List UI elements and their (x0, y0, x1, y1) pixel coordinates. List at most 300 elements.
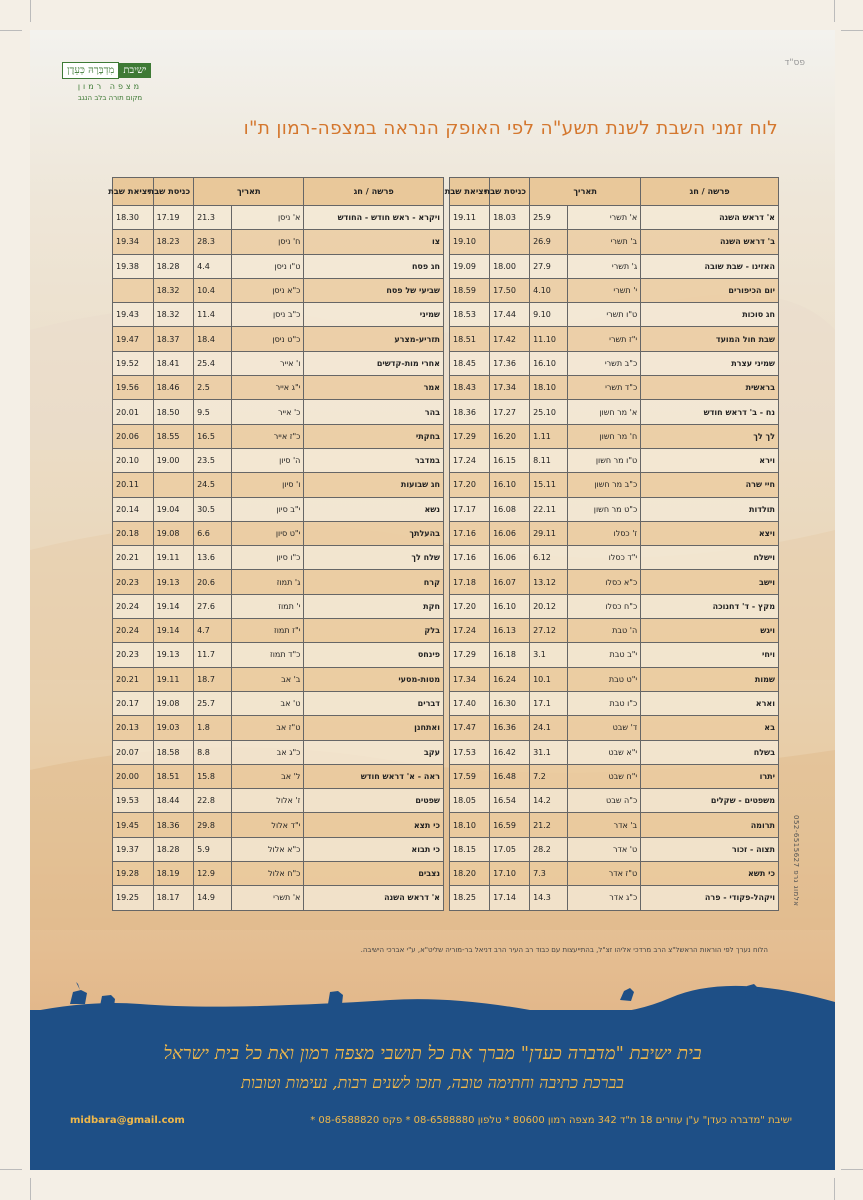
cell-exit-time: 20.14 (113, 497, 154, 521)
cell-hebrew-date: י"ט טבת (567, 667, 640, 691)
cell-entry-time: 16.20 (490, 424, 530, 448)
cell-exit-time: 20.23 (113, 570, 154, 594)
cell-hebrew-date: כ"ג אב (232, 740, 304, 764)
table-row (113, 716, 444, 740)
cell-parasha: ויצא (641, 521, 779, 545)
cell-entry-time: 18.32 (153, 278, 194, 302)
cell-exit-time: 20.13 (113, 716, 154, 740)
cell-greg-date: 22.11 (530, 497, 568, 521)
logo-tagline: מקום תורה בלב הנגב (77, 94, 143, 102)
cell-entry-time: 16.24 (490, 667, 530, 691)
cell-parasha: ויקרא - ראש חודש - החודש (304, 206, 444, 230)
cell-hebrew-date: ט"ו מר חשון (567, 448, 640, 472)
cell-exit-time: 20.23 (113, 643, 154, 667)
cell-hebrew-date: י' תשרי (567, 278, 640, 302)
cell-entry-time: 16.07 (490, 570, 530, 594)
cell-parasha: בחקתי (304, 424, 444, 448)
cell-hebrew-date: כ"א אלול (232, 837, 304, 861)
cell-hebrew-date: י' תמוז (232, 594, 304, 618)
cell-greg-date: 13.6 (194, 546, 232, 570)
table-row (450, 643, 779, 667)
crop-mark (30, 1178, 31, 1200)
cell-exit-time: 17.20 (450, 473, 490, 497)
cell-parasha: דברים (304, 691, 444, 715)
cell-greg-date: 14.3 (530, 886, 568, 910)
cell-exit-time: 17.17 (450, 497, 490, 521)
cell-hebrew-date: י"ט סיון (232, 521, 304, 545)
table-row (113, 619, 444, 643)
cell-entry-time: 18.55 (153, 424, 194, 448)
cell-exit-time: 17.34 (450, 667, 490, 691)
crop-mark (0, 30, 22, 31)
table-row (113, 594, 444, 618)
cell-entry-time: 18.46 (153, 376, 194, 400)
cell-entry-time: 16.06 (490, 521, 530, 545)
cell-greg-date: 25.7 (194, 691, 232, 715)
cell-greg-date: 27.12 (530, 619, 568, 643)
logo-location: מצפה רמון (77, 82, 143, 91)
cell-parasha: כי תצא (304, 813, 444, 837)
table-row (450, 254, 779, 278)
cell-greg-date: 31.1 (530, 740, 568, 764)
cell-hebrew-date: ט"ז אב (232, 716, 304, 740)
cell-exit-time: 18.25 (450, 886, 490, 910)
cell-hebrew-date: י"ד כסלו (567, 546, 640, 570)
cell-entry-time: 19.13 (153, 570, 194, 594)
table-row (450, 424, 779, 448)
table-row (450, 740, 779, 764)
cell-entry-time: 18.36 (153, 813, 194, 837)
table-row (113, 813, 444, 837)
cell-entry-time: 18.19 (153, 862, 194, 886)
cell-hebrew-date: ו' אייר (232, 351, 304, 375)
cell-entry-time: 19.03 (153, 716, 194, 740)
cell-hebrew-date: ט"ו תשרי (567, 303, 640, 327)
cell-parasha: חיי שרה (641, 473, 779, 497)
table-row (450, 278, 779, 302)
table-row (450, 716, 779, 740)
cell-parasha: בלק (304, 619, 444, 643)
cell-greg-date: 20.6 (194, 570, 232, 594)
cell-entry-time: 19.11 (153, 667, 194, 691)
cell-exit-time: 20.24 (113, 594, 154, 618)
table-row (113, 862, 444, 886)
cell-exit-time: 17.53 (450, 740, 490, 764)
cell-parasha: שבת חול המועד (641, 327, 779, 351)
cell-exit-time: 18.53 (450, 303, 490, 327)
cell-parasha: משפטים - שקלים (641, 789, 779, 813)
table-header-row (450, 178, 779, 206)
table-row (450, 376, 779, 400)
cell-exit-time: 20.11 (113, 473, 154, 497)
cell-parasha: אמר (304, 376, 444, 400)
cell-parasha: וארא (641, 691, 779, 715)
cell-greg-date: 6.12 (530, 546, 568, 570)
cell-exit-time: 18.45 (450, 351, 490, 375)
cell-exit-time: 17.16 (450, 521, 490, 545)
cell-greg-date: 18.10 (530, 376, 568, 400)
cell-hebrew-date: ז' אלול (232, 789, 304, 813)
cell-exit-time: 19.28 (113, 862, 154, 886)
cell-greg-date: 28.2 (530, 837, 568, 861)
cell-hebrew-date: כ"א ניסן (232, 278, 304, 302)
cell-hebrew-date: כ"ד תשרי (567, 376, 640, 400)
cell-parasha: שביעי של פסח (304, 278, 444, 302)
cell-exit-time: 20.06 (113, 424, 154, 448)
cell-greg-date: 15.11 (530, 473, 568, 497)
cell-parasha: חג שבועות (304, 473, 444, 497)
cell-entry-time: 16.06 (490, 546, 530, 570)
cell-entry-time: 19.14 (153, 594, 194, 618)
cell-parasha: במדבר (304, 448, 444, 472)
cell-entry-time: 17.44 (490, 303, 530, 327)
cell-exit-time: 18.51 (450, 327, 490, 351)
cell-parasha: לך לך (641, 424, 779, 448)
cell-parasha: צו (304, 230, 444, 254)
cell-exit-time: 19.10 (450, 230, 490, 254)
cell-exit-time: 19.43 (113, 303, 154, 327)
table-row (450, 837, 779, 861)
cell-entry-time: 17.19 (153, 206, 194, 230)
table-row (113, 448, 444, 472)
table-row (450, 206, 779, 230)
cell-entry-time: 18.51 (153, 764, 194, 788)
page-code: פס"ד (784, 58, 805, 68)
cell-exit-time: 20.18 (113, 521, 154, 545)
designer-credit: אלמוג גרפ 052-6515627 (792, 815, 800, 907)
header-date: תאריך (530, 178, 641, 206)
cell-exit-time: 19.53 (113, 789, 154, 813)
cell-entry-time: 18.58 (153, 740, 194, 764)
cell-parasha: יתרו (641, 764, 779, 788)
table-row (450, 400, 779, 424)
table-row (450, 546, 779, 570)
header-entry: כניסת שבת (490, 178, 530, 206)
cell-exit-time: 19.45 (113, 813, 154, 837)
table-row (450, 764, 779, 788)
cell-greg-date: 27.9 (530, 254, 568, 278)
cell-entry-time: 19.08 (153, 691, 194, 715)
cell-exit-time: 20.24 (113, 619, 154, 643)
cell-greg-date: 21.3 (194, 206, 232, 230)
header-date: תאריך (194, 178, 304, 206)
cell-exit-time: 19.25 (113, 886, 154, 910)
cell-exit-time: 19.38 (113, 254, 154, 278)
cell-entry-time: 16.10 (490, 594, 530, 618)
cell-parasha: וישב (641, 570, 779, 594)
cell-entry-time: 16.10 (490, 473, 530, 497)
table-row (113, 351, 444, 375)
table-row (450, 886, 779, 910)
table-row (450, 789, 779, 813)
cell-exit-time: 17.24 (450, 619, 490, 643)
cell-parasha: שמיני (304, 303, 444, 327)
table-row (113, 230, 444, 254)
header-entry: כניסת שבת (153, 178, 194, 206)
cell-parasha: קרח (304, 570, 444, 594)
table-row (113, 327, 444, 351)
cell-greg-date: 25.4 (194, 351, 232, 375)
page-title: לוח זמני השבת לשנת תשע"ה לפי האופק הנראה במצפה-רמון ת"ו (243, 118, 778, 139)
cell-hebrew-date: א' מר חשון (567, 400, 640, 424)
cell-hebrew-date: ט"ו ניסן (232, 254, 304, 278)
cell-greg-date: 9.5 (194, 400, 232, 424)
cell-greg-date: 3.1 (530, 643, 568, 667)
cell-entry-time: 19.04 (153, 497, 194, 521)
cell-parasha: יום הכיפורים (641, 278, 779, 302)
cell-hebrew-date: י"ח שבט (567, 764, 640, 788)
cell-entry-time: 16.15 (490, 448, 530, 472)
table-row (450, 691, 779, 715)
cell-parasha: א' דראש השנה (641, 206, 779, 230)
cell-exit-time: 20.01 (113, 400, 154, 424)
cell-exit-time: 17.59 (450, 764, 490, 788)
cell-parasha: פינחס (304, 643, 444, 667)
table-row (450, 521, 779, 545)
cell-hebrew-date: א' ניסן (232, 206, 304, 230)
cell-greg-date: 27.6 (194, 594, 232, 618)
cell-parasha: נח - ב' דראש חודש (641, 400, 779, 424)
cell-exit-time: 18.36 (450, 400, 490, 424)
cell-parasha: נשא (304, 497, 444, 521)
cell-exit-time: 17.47 (450, 716, 490, 740)
cell-parasha: ויגש (641, 619, 779, 643)
cell-parasha: שפטים (304, 789, 444, 813)
cell-exit-time: 20.17 (113, 691, 154, 715)
cell-hebrew-date: כ' אייר (232, 400, 304, 424)
table-row (450, 570, 779, 594)
crop-mark (30, 0, 31, 22)
table-row (113, 303, 444, 327)
cell-hebrew-date: כ"ח כסלו (567, 594, 640, 618)
table-row (113, 400, 444, 424)
cell-parasha: וישלח (641, 546, 779, 570)
cell-hebrew-date: י"ב טבת (567, 643, 640, 667)
cell-hebrew-date: כ"ו טבת (567, 691, 640, 715)
crop-mark (0, 1169, 22, 1170)
cell-exit-time: 17.20 (450, 594, 490, 618)
logo (62, 62, 158, 102)
table-row (113, 740, 444, 764)
table-header-row (113, 178, 444, 206)
table-row (113, 643, 444, 667)
table-row (113, 886, 444, 910)
cell-entry-time: 19.00 (153, 448, 194, 472)
cell-hebrew-date: ט' אב (232, 691, 304, 715)
cell-entry-time: 19.08 (153, 521, 194, 545)
cell-parasha: ויחי (641, 643, 779, 667)
cell-parasha: בהר (304, 400, 444, 424)
table-row (450, 448, 779, 472)
cell-exit-time: 20.00 (113, 764, 154, 788)
contact-email[interactable]: midbara@gmail.com (70, 1115, 185, 1126)
cell-entry-time: 17.27 (490, 400, 530, 424)
table-row (450, 813, 779, 837)
cell-greg-date: 18.7 (194, 667, 232, 691)
cell-greg-date: 8.8 (194, 740, 232, 764)
table-row (450, 327, 779, 351)
cell-greg-date: 7.3 (530, 862, 568, 886)
table-row (113, 789, 444, 813)
cell-greg-date: 2.5 (194, 376, 232, 400)
cell-entry-time: 18.28 (153, 837, 194, 861)
cell-exit-time: 17.16 (450, 546, 490, 570)
crop-mark (834, 1178, 835, 1200)
cell-entry-time: 16.54 (490, 789, 530, 813)
cell-exit-time: 18.10 (450, 813, 490, 837)
cell-parasha: שמיני עצרת (641, 351, 779, 375)
cell-greg-date: 24.1 (530, 716, 568, 740)
cell-parasha: כי תשא (641, 862, 779, 886)
cell-entry-time: 17.10 (490, 862, 530, 886)
cell-greg-date: 23.5 (194, 448, 232, 472)
cell-greg-date: 4.4 (194, 254, 232, 278)
cell-greg-date: 11.4 (194, 303, 232, 327)
blessing-line-2: בברכת כתיבה וחתימה טובה, תזכו לשנים רבות, נעימות וטובות (241, 1073, 624, 1092)
cell-entry-time: 16.42 (490, 740, 530, 764)
header-parasha: פרשה / חג (641, 178, 779, 206)
cell-greg-date: 10.4 (194, 278, 232, 302)
cell-entry-time: 16.59 (490, 813, 530, 837)
cell-exit-time: 18.20 (450, 862, 490, 886)
cell-greg-date: 26.9 (530, 230, 568, 254)
cell-hebrew-date: כ"ד תמוז (232, 643, 304, 667)
cell-parasha: תזריע-מצרע (304, 327, 444, 351)
cell-greg-date: 24.5 (194, 473, 232, 497)
cell-hebrew-date: כ"ה שבט (567, 789, 640, 813)
logo-mark (62, 62, 158, 79)
cell-hebrew-date: כ"ז אייר (232, 424, 304, 448)
cell-hebrew-date: כ"ב תשרי (567, 351, 640, 375)
cell-entry-time: 19.11 (153, 546, 194, 570)
header-exit: יציאת שבת (113, 178, 154, 206)
cell-entry-time: 18.44 (153, 789, 194, 813)
cell-exit-time: 19.52 (113, 351, 154, 375)
cell-exit-time: 20.21 (113, 546, 154, 570)
table-row (450, 230, 779, 254)
cell-entry-time: 16.48 (490, 764, 530, 788)
cell-greg-date: 30.5 (194, 497, 232, 521)
cell-greg-date: 29.11 (530, 521, 568, 545)
cell-entry-time: 19.14 (153, 619, 194, 643)
cell-parasha: האזינו - שבת שובה (641, 254, 779, 278)
cell-hebrew-date: ו' סיון (232, 473, 304, 497)
crop-mark (841, 1169, 863, 1170)
cell-parasha: ואתחנן (304, 716, 444, 740)
cell-hebrew-date: ט"ז אדר (567, 862, 640, 886)
table-row (113, 278, 444, 302)
cell-hebrew-date: ה' טבת (567, 619, 640, 643)
cell-greg-date: 6.6 (194, 521, 232, 545)
cell-hebrew-date: כ"ט מר חשון (567, 497, 640, 521)
credit-note: הלוח נערך לפי הוראות הראשל"צ הרב מרדכי אליהו זצ"ל, בהתייעצות עם כבוד רב העיר הרב דניאל בר-מוריה שליט"א, ע"י אברכי הישיבה. (360, 946, 768, 954)
cell-entry-time: 17.42 (490, 327, 530, 351)
cell-greg-date: 14.9 (194, 886, 232, 910)
cell-parasha: מטות-מסעי (304, 667, 444, 691)
cell-hebrew-date: כ"ו סיון (232, 546, 304, 570)
cell-exit-time: 19.47 (113, 327, 154, 351)
cell-greg-date: 12.9 (194, 862, 232, 886)
cell-hebrew-date: ד' שבט (567, 716, 640, 740)
cell-parasha: ויקהל-פקודי - פרה (641, 886, 779, 910)
cell-entry-time: 17.36 (490, 351, 530, 375)
cell-hebrew-date: ח' ניסן (232, 230, 304, 254)
cell-greg-date: 4.10 (530, 278, 568, 302)
cell-greg-date: 20.12 (530, 594, 568, 618)
cell-entry-time: 16.08 (490, 497, 530, 521)
cell-parasha: א' דראש השנה (304, 886, 444, 910)
cell-parasha: בהעלתך (304, 521, 444, 545)
cell-entry-time (490, 230, 530, 254)
cell-parasha: אחרי מות-קדשים (304, 351, 444, 375)
cell-exit-time: 19.11 (450, 206, 490, 230)
table-row (113, 691, 444, 715)
table-row (113, 570, 444, 594)
right-schedule-table (444, 177, 779, 911)
cell-entry-time: 18.41 (153, 351, 194, 375)
cell-entry-time: 19.13 (153, 643, 194, 667)
cell-parasha: כי תבוא (304, 837, 444, 861)
cell-greg-date: 15.8 (194, 764, 232, 788)
cell-greg-date: 11.7 (194, 643, 232, 667)
cell-parasha: תצוה - זכור (641, 837, 779, 861)
cell-greg-date: 22.8 (194, 789, 232, 813)
cell-hebrew-date: כ"ב ניסן (232, 303, 304, 327)
cell-greg-date: 17.1 (530, 691, 568, 715)
cell-exit-time: 18.15 (450, 837, 490, 861)
cell-greg-date: 9.10 (530, 303, 568, 327)
cell-entry-time: 17.14 (490, 886, 530, 910)
cell-hebrew-date: כ"א כסלו (567, 570, 640, 594)
table-row (113, 254, 444, 278)
cell-parasha: עקב (304, 740, 444, 764)
cell-greg-date: 25.9 (530, 206, 568, 230)
cell-exit-time: 17.40 (450, 691, 490, 715)
cell-entry-time: 16.36 (490, 716, 530, 740)
cell-exit-time (113, 278, 154, 302)
cell-parasha: חג סוכות (641, 303, 779, 327)
crop-mark (841, 30, 863, 31)
cell-exit-time: 18.30 (113, 206, 154, 230)
cell-greg-date: 16.10 (530, 351, 568, 375)
cell-parasha: ראה - א' דראש חודש (304, 764, 444, 788)
cell-greg-date: 10.1 (530, 667, 568, 691)
contact-line (70, 1115, 792, 1126)
cell-hebrew-date: ה' סיון (232, 448, 304, 472)
logo-name-1: ישיבת (119, 63, 150, 78)
cell-entry-time: 18.00 (490, 254, 530, 278)
cell-entry-time: 18.32 (153, 303, 194, 327)
table-row (113, 206, 444, 230)
cell-hebrew-date: כ"ג אדר (567, 886, 640, 910)
cell-exit-time: 20.10 (113, 448, 154, 472)
table-row (450, 303, 779, 327)
cell-hebrew-date: כ"ט ניסן (232, 327, 304, 351)
table-row (113, 473, 444, 497)
table-row (113, 497, 444, 521)
cell-entry-time: 16.18 (490, 643, 530, 667)
cell-hebrew-date: י"ב סיון (232, 497, 304, 521)
cell-hebrew-date: ז' כסלו (567, 521, 640, 545)
cell-hebrew-date: ג' תמוז (232, 570, 304, 594)
table-row (113, 546, 444, 570)
table-row (450, 862, 779, 886)
cell-entry-time: 18.23 (153, 230, 194, 254)
cell-entry-time: 17.50 (490, 278, 530, 302)
table-row (113, 424, 444, 448)
cell-greg-date: 7.2 (530, 764, 568, 788)
cell-hebrew-date: י"ג אייר (232, 376, 304, 400)
